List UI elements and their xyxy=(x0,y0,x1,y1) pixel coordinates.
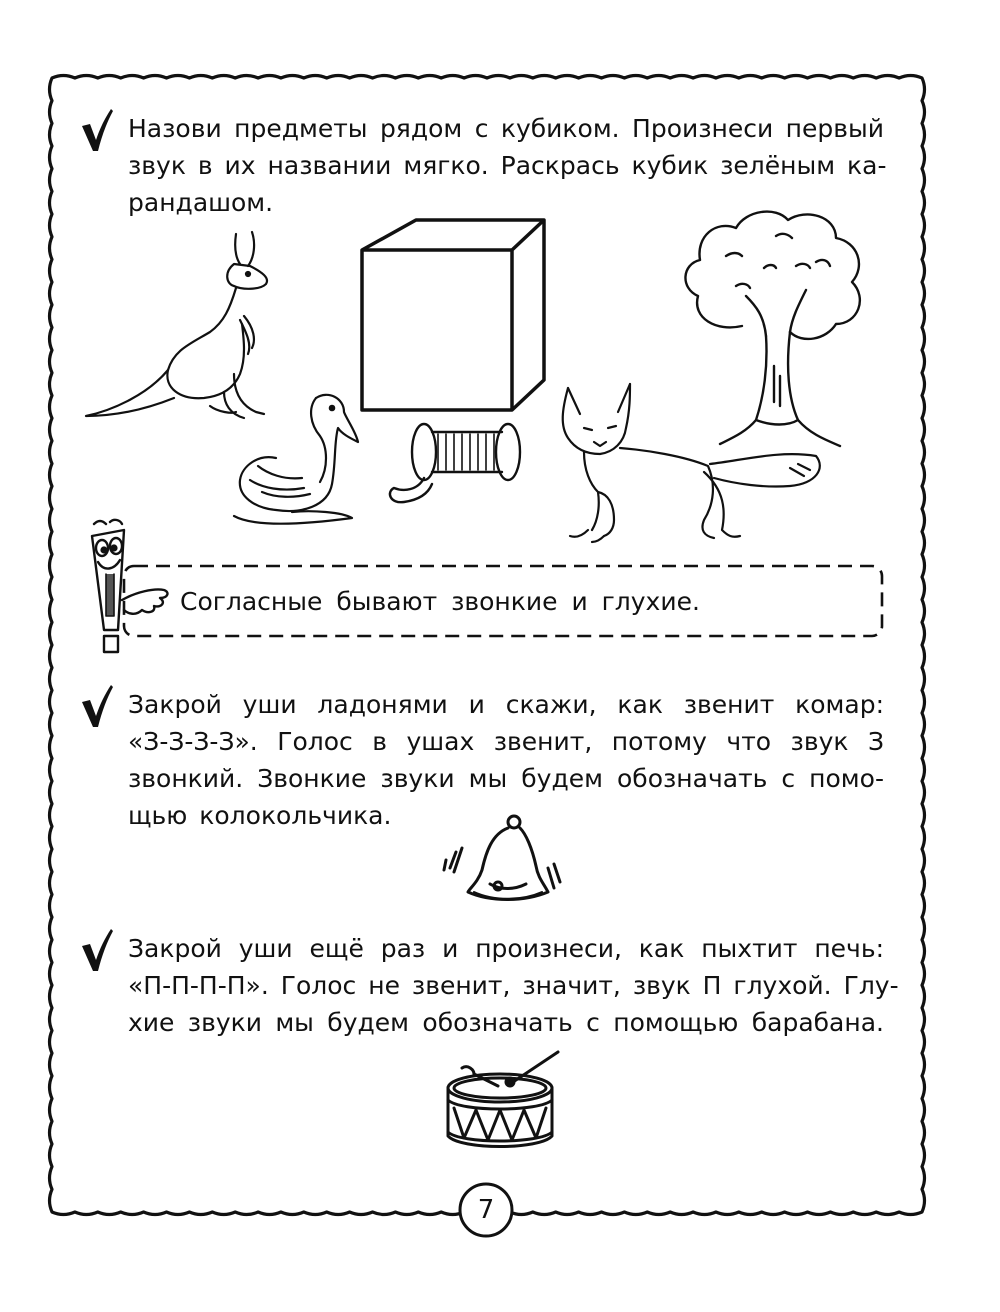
task-2-line-2: «З-З-З-З». Голос в ушах звенит, потому что звук З xyxy=(128,727,884,756)
bell-icon xyxy=(440,812,570,912)
page-number: 7 xyxy=(477,1195,495,1225)
task-1-line-2: звук в их названии мягко. Раскрась кубик зелёным ка- xyxy=(128,151,887,180)
checkmark-icon xyxy=(80,928,114,972)
drum-icon xyxy=(440,1046,564,1156)
task-1-text xyxy=(128,110,887,221)
note-text: Согласные бывают звонкие и глухие. xyxy=(180,587,700,616)
task-2-line-3: звонкий. Звонкие звуки мы будем обозначать с помо- xyxy=(128,764,884,793)
task-3-line-3: хие звуки мы будем обозначать с помощью барабана. xyxy=(128,1008,884,1037)
task-1-line-1: Назови предметы рядом с кубиком. Произнеси первый xyxy=(128,114,884,143)
checkmark-icon xyxy=(80,108,114,152)
task-2-line-4: щью колокольчика. xyxy=(128,801,392,830)
task-3-line-1: Закрой уши ещё раз и произнеси, как пыхтит печь: xyxy=(128,934,884,963)
task-3-text xyxy=(128,930,899,1041)
checkmark-icon xyxy=(80,684,114,728)
task-1-line-3: рандашом. xyxy=(128,188,274,217)
task-3-line-2: «П-П-П-П». Голос не звенит, значит, звук П глухой. Глу- xyxy=(128,971,899,1000)
cube-picture xyxy=(356,216,556,416)
fox-picture xyxy=(554,380,830,550)
swan-picture xyxy=(232,388,362,528)
spool-picture xyxy=(384,418,524,518)
task-2-line-1: Закрой уши ладонями и скажи, как звенит комар: xyxy=(128,690,884,719)
